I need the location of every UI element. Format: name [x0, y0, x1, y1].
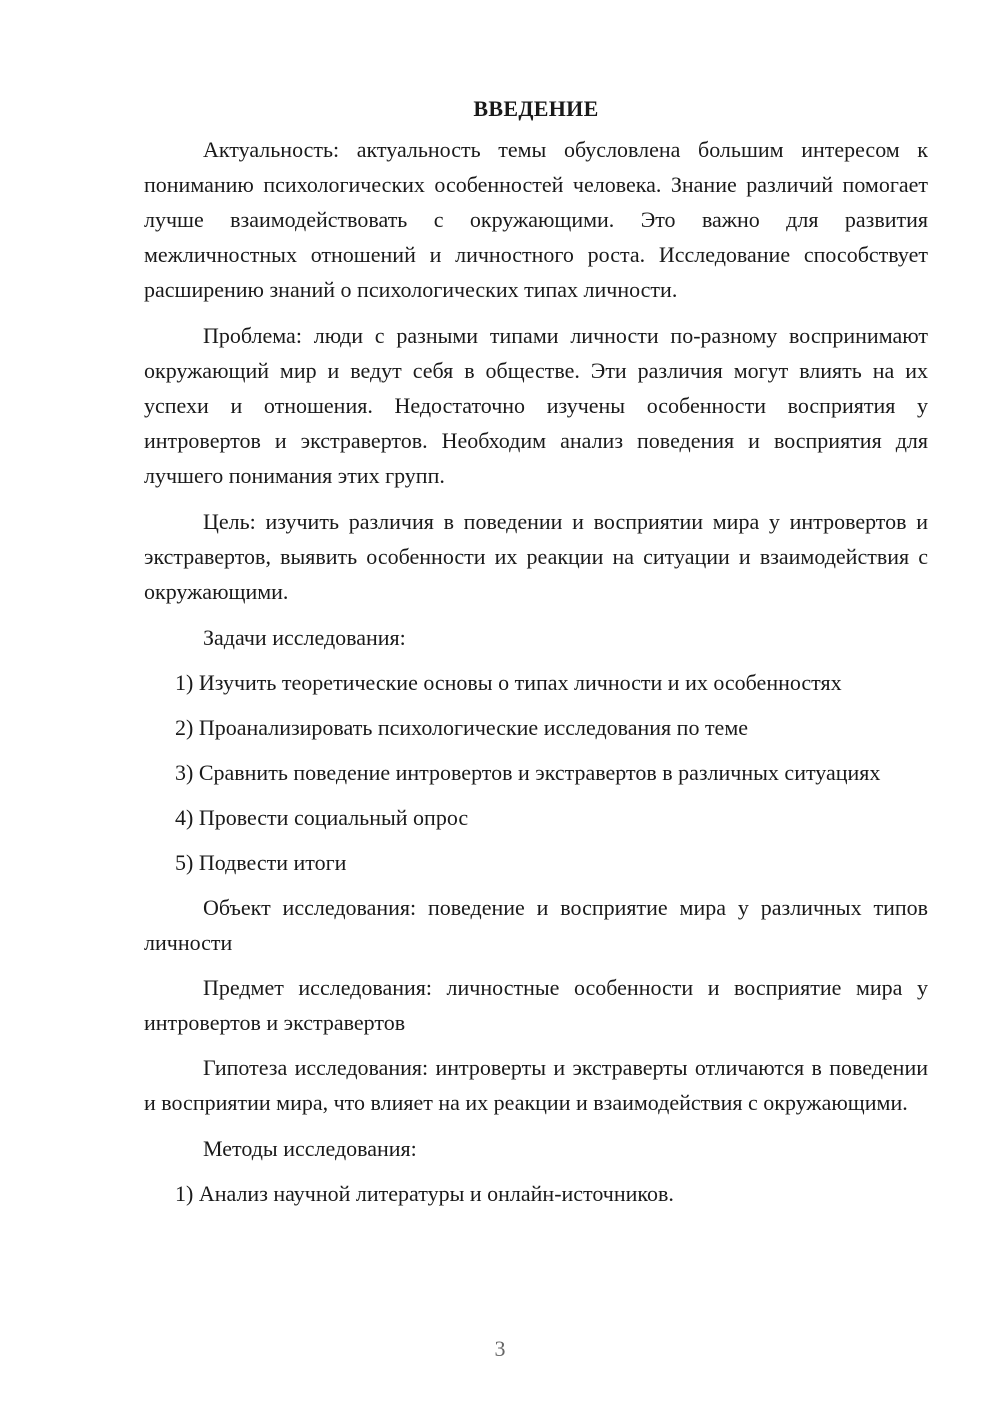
object-paragraph: Объект исследования: поведение и восприятие мира у различных типов личности [144, 895, 928, 955]
task-item-2: 2) Проанализировать психологические исследования по теме [175, 715, 749, 740]
relevance-paragraph: Актуальность: актуальность темы обусловлена большим интересом к пониманию психологических особенностей человека. Знание различий помогает лучше взаимодействовать с окружающими. Это важно для развития межличностных отношений и личностного роста. Исследование способствует расширению знаний о психологических типах личности. [144, 137, 928, 302]
problem-paragraph: Проблема: люди с разными типами личности по-разному воспринимают окружающий мир и ведут себя в обществе. Эти различия могут влиять на их успехи и отношения. Недостаточно изучены особенности восприятия у интровертов и экстравертов. Необходим анализ поведения и восприятия для лучшего понимания этих групп. [144, 323, 928, 488]
task-item-4: 4) Провести социальный опрос [175, 805, 469, 830]
page-number: 3 [494, 1336, 506, 1361]
goal-paragraph: Цель: изучить различия в поведении и восприятии мира у интровертов и экстравертов, выявить особенности их реакции на ситуации и взаимодействия с окружающими. [144, 509, 928, 604]
method-item-1: 1) Анализ научной литературы и онлайн-источников. [175, 1181, 674, 1206]
tasks-title: Задачи исследования: [203, 625, 406, 650]
subject-paragraph: Предмет исследования: личностные особенности и восприятие мира у интровертов и экстравертов [144, 975, 928, 1035]
section-heading: ВВЕДЕНИЕ [473, 96, 599, 121]
task-item-5: 5) Подвести итоги [175, 850, 347, 875]
task-item-3: 3) Сравнить поведение интровертов и экстравертов в различных ситуациях [175, 760, 881, 785]
document-page [144, 94, 928, 1394]
methods-title: Методы исследования: [203, 1136, 417, 1161]
hypothesis-paragraph: Гипотеза исследования: интроверты и экстраверты отличаются в поведении и восприятии мира, что влияет на их реакции и взаимодействия с окружающими. [144, 1055, 928, 1115]
task-item-1: 1) Изучить теоретические основы о типах личности и их особенностях [175, 670, 842, 695]
